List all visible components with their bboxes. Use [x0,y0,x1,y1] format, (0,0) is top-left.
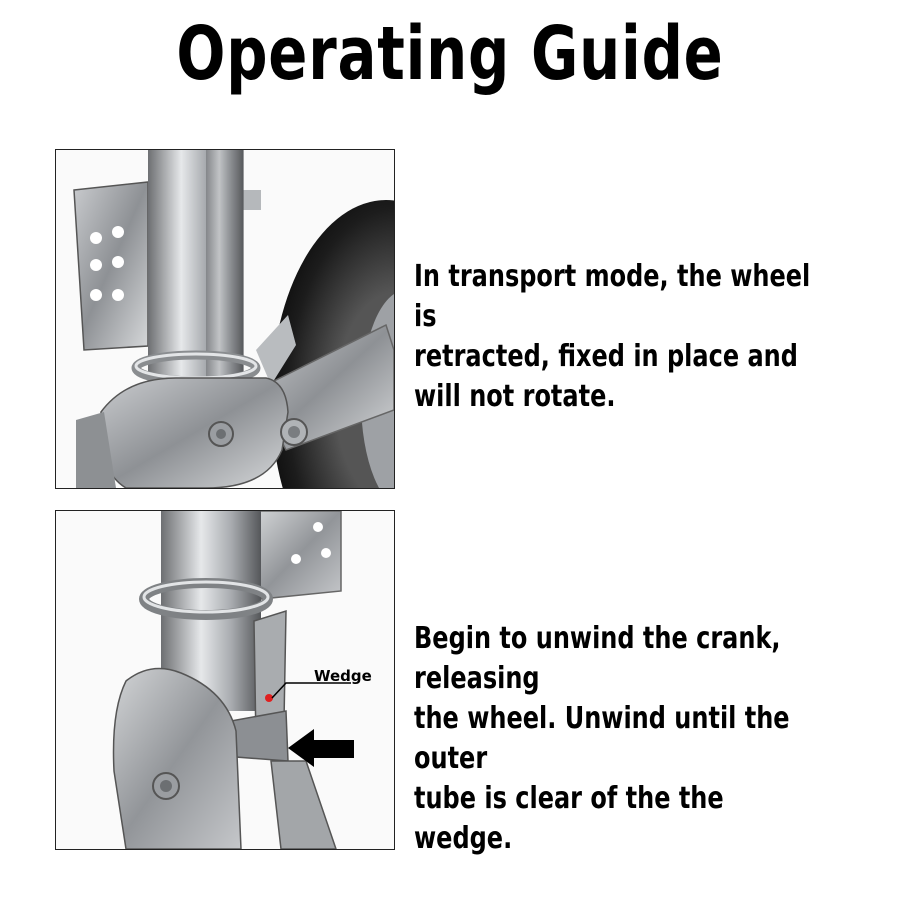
step-1-photo [55,149,395,489]
jockey-wheel-wedge-illustration [56,511,394,849]
step-1-caption: In transport mode, the wheel is retracted, fixed in place and will not rotate. [414,259,811,414]
wedge-callout-label: Wedge [314,667,372,685]
step-2-caption: Begin to unwind the crank, releasing the wheel. Unwind until the outer tube is clear of the the wedge. [414,621,790,856]
step-2-photo [55,510,395,850]
page-title: Operating Guide [176,11,724,97]
jockey-wheel-transport-illustration [56,150,394,488]
